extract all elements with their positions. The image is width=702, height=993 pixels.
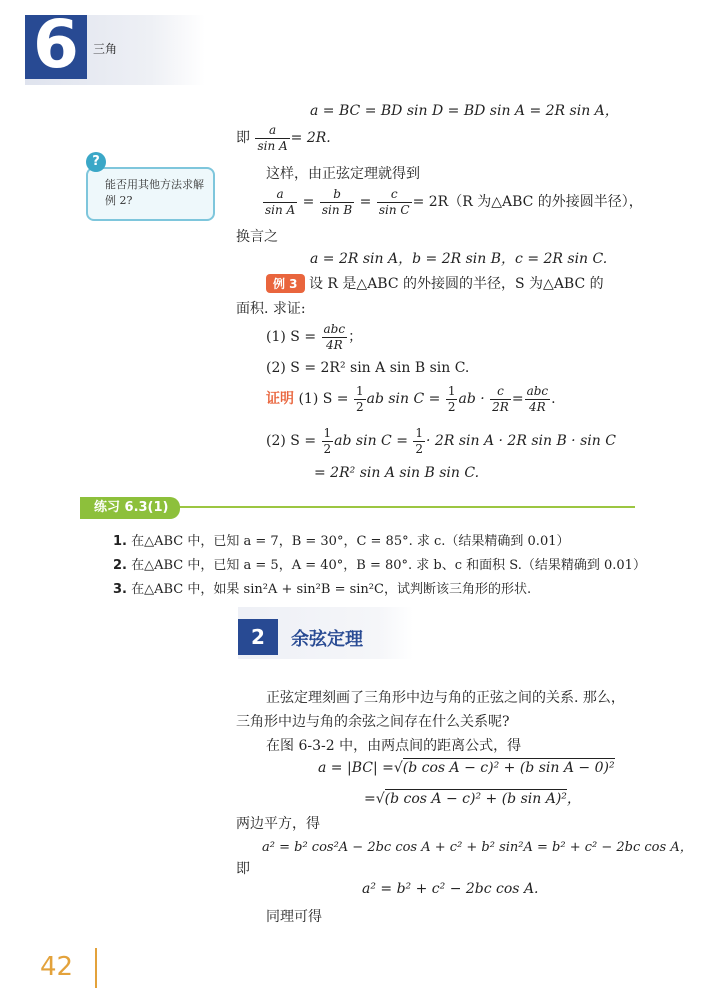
- law-eq1: =: [302, 194, 315, 211]
- law-tail: = 2R（R 为△ABC 的外接圆半径），: [412, 194, 643, 211]
- proof-l2-b: ab sin C =: [334, 433, 408, 450]
- proof-frac-2: [446, 385, 458, 413]
- proof-frac-6: [413, 427, 425, 455]
- frac-num: a: [255, 124, 289, 139]
- exercise-num: 2.: [113, 558, 127, 573]
- chapter-number: 6: [33, 6, 79, 83]
- proof-l2-c: · 2R sin A · 2R sin B · sin C: [426, 433, 616, 450]
- law-eq2: =: [359, 194, 372, 211]
- law-n3: c: [377, 188, 412, 203]
- example-text-1: 设 R 是△ABC 的外接圆的半径，S 为△ABC 的: [308, 276, 604, 292]
- exercise-num: 1.: [113, 534, 127, 549]
- proof-line-1: [266, 385, 556, 413]
- law-n2: b: [320, 188, 354, 203]
- claim-1-tail: ；: [348, 329, 363, 346]
- question-icon: ?: [86, 152, 106, 172]
- square-text: 两边平方，得: [236, 816, 320, 832]
- exercise-header: 练习 6.3(1): [80, 497, 180, 519]
- question-text: 能否用其他方法求解例 2?: [105, 178, 204, 207]
- section-number: 2: [238, 619, 278, 655]
- law-n1: a: [263, 188, 297, 203]
- exercise-text: 在△ABC 中，已知 a = 7，B = 30°，C = 85°. 求 c.（结果精确到 0.01）: [131, 534, 570, 549]
- proof-label: 证明: [266, 391, 294, 408]
- exercise-item: [113, 554, 646, 573]
- eq-a-sinA: [236, 124, 331, 152]
- section-title: 余弦定理: [291, 629, 363, 650]
- zheyang-text: 这样，由正弦定理就得到: [266, 166, 420, 182]
- proof-f2d: 2: [447, 399, 456, 414]
- proof-l1-b: ab sin C =: [366, 391, 441, 408]
- law-d1: sin A: [265, 202, 296, 217]
- frac-a-sinA: [255, 124, 289, 152]
- example-badge: 例 3: [266, 274, 305, 293]
- dist2-tail: ，: [566, 791, 581, 807]
- frac-abc-4R: [322, 323, 348, 351]
- exercise-text: 在△ABC 中，如果 sin²A + sin²B = sin²C，试判断该三角形的形状.: [131, 582, 532, 597]
- proof-f3n: c: [490, 385, 511, 400]
- chapter-title: 三角: [93, 42, 118, 56]
- ji-2: 即: [236, 861, 250, 877]
- claim-2: (2) S = 2R² sin A sin B sin C.: [266, 360, 470, 376]
- proof-l2-f2n: 1: [415, 426, 424, 440]
- distance-eq-1: a = |BC| =√(b cos A − c)² + (b sin A − 0)²: [318, 760, 615, 776]
- exercise-num: 3.: [113, 582, 127, 597]
- page-number-rule: [95, 948, 97, 988]
- proof-l1-d: =: [511, 391, 524, 408]
- huanyan-text: 换言之: [236, 229, 278, 245]
- proof-l1-e: .: [551, 391, 556, 408]
- proof-f1n: 1: [355, 384, 364, 398]
- law-d3: sin C: [378, 202, 410, 217]
- example-text-2: 面积. 求证:: [236, 301, 306, 317]
- tongli-text: 同理可得: [266, 909, 322, 925]
- proof-f1d: 2: [355, 399, 364, 414]
- para-1-line-1: 正弦定理刻画了三角形中边与角的正弦之间的关系. 那么，: [266, 690, 625, 706]
- eq-sides: a = 2R sin A，b = 2R sin B，c = 2R sin C.: [310, 251, 608, 267]
- proof-l2-f2d: 2: [415, 441, 424, 456]
- cosine-law: a² = b² + c² − 2bc cos A.: [362, 881, 539, 897]
- law-d2: sin B: [321, 202, 353, 217]
- claim-1-num: abc: [323, 322, 346, 336]
- proof-line-2: [266, 427, 616, 455]
- proof-frac-5: [322, 427, 334, 455]
- claim-1: [266, 323, 362, 351]
- exercise-item: [113, 530, 569, 549]
- claim-1-label: (1) S =: [266, 329, 317, 346]
- eq-2R-end: = 2R.: [290, 130, 331, 147]
- proof-l1-a: (1) S =: [298, 391, 349, 408]
- proof-frac-4: [525, 385, 551, 413]
- frac-c: [377, 188, 412, 216]
- exercise-item: [113, 578, 531, 597]
- para-1-line-2: 三角形中边与角的余弦之间存在什么关系呢?: [236, 714, 510, 730]
- exercise-text: 在△ABC 中，已知 a = 5，A = 40°，B = 80°. 求 b、c 和面积 S.（结果精确到 0.01）: [131, 558, 646, 573]
- proof-line-3: = 2R² sin A sin B sin C.: [314, 465, 480, 481]
- proof-frac-3: [490, 385, 511, 413]
- proof-f4d: 4R: [529, 399, 546, 414]
- proof-frac-1: [354, 385, 366, 413]
- proof-l2-a: (2) S =: [266, 433, 317, 450]
- proof-f3d: 2R: [492, 399, 509, 414]
- eq-a-bc: a = BC = BD sin D = BD sin A = 2R sin A，: [310, 103, 619, 119]
- page-number: 42: [40, 952, 74, 982]
- example-3: [266, 273, 604, 293]
- proof-l2-f1n: 1: [323, 426, 332, 440]
- distance-eq-2: =√(b cos A − c)² + (b sin A)²，: [364, 791, 581, 807]
- proof-f2n: 1: [447, 384, 456, 398]
- para-2: 在图 6-3-2 中，由两点间的距离公式，得: [266, 738, 522, 754]
- dist2-eq: =: [364, 791, 376, 807]
- expand-eq: a² = b² cos²A − 2bc cos A + c² + b² sin²A = b² + c² − 2bc cos A，: [262, 840, 693, 855]
- dist1-radicand: (b cos A − c)² + (b sin A − 0)²: [402, 760, 615, 776]
- proof-l2-f1d: 2: [323, 441, 332, 456]
- ji-label: 即: [236, 130, 250, 147]
- frac-den: sin A: [257, 138, 288, 153]
- dist1-lhs: a = |BC| =: [318, 760, 394, 776]
- claim-1-den: 4R: [325, 337, 343, 352]
- law-of-sines: [262, 188, 643, 216]
- proof-f4n: abc: [526, 384, 549, 398]
- frac-b: [320, 188, 354, 216]
- frac-a: [263, 188, 297, 216]
- dist2-radicand: (b cos A − c)² + (b sin A)²: [384, 791, 567, 807]
- proof-l1-c: ab ·: [458, 391, 485, 408]
